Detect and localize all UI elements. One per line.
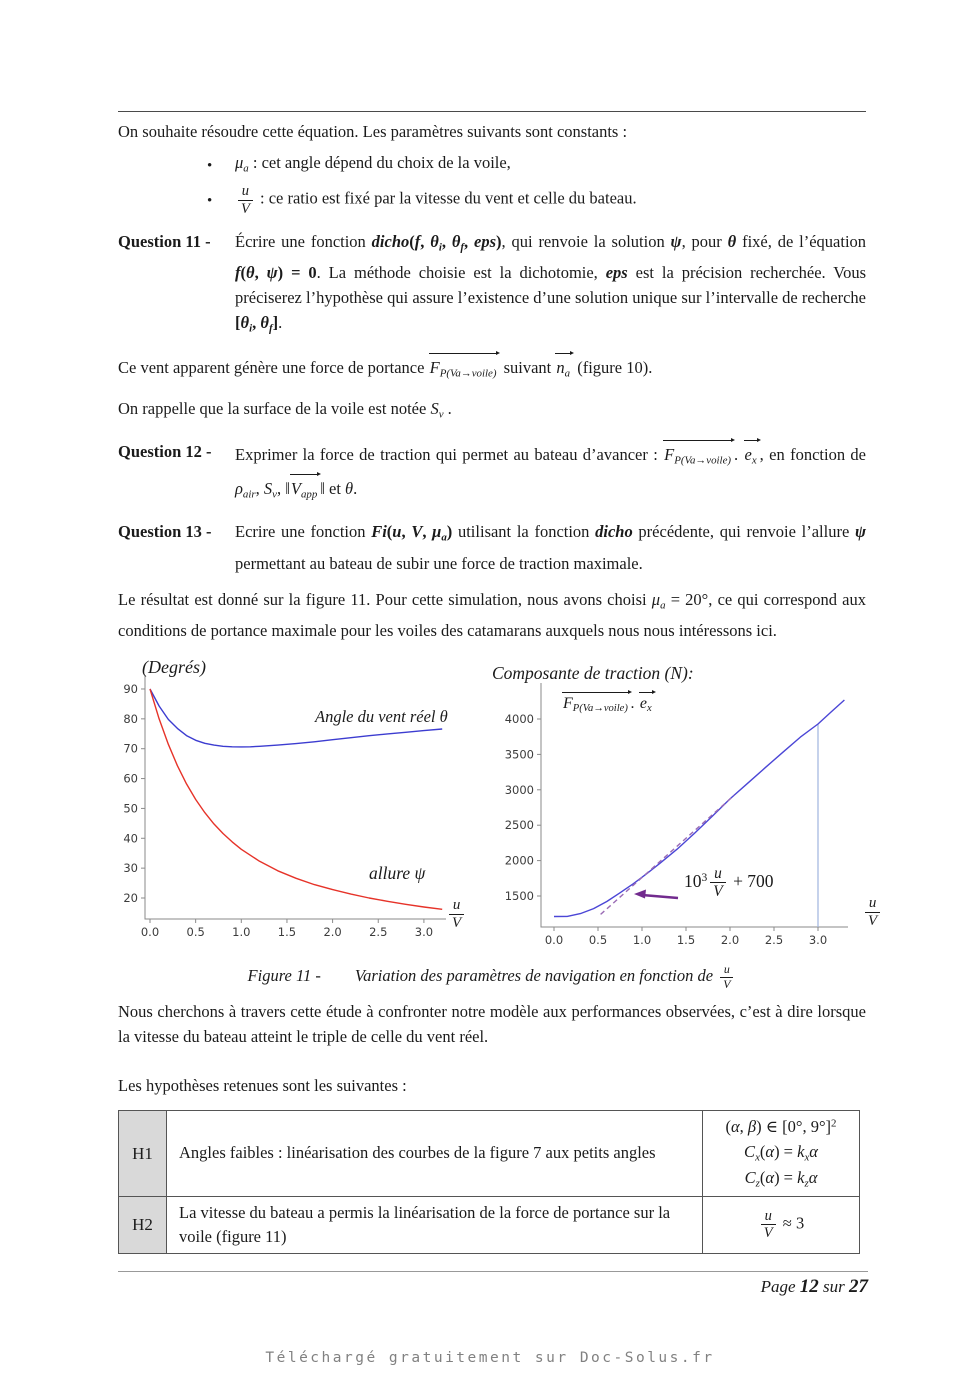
svg-text:0.0: 0.0 xyxy=(544,932,564,947)
figure-11 xyxy=(112,655,894,955)
curve-label-psi: allure ψ xyxy=(369,862,426,883)
svg-text:40: 40 xyxy=(123,831,138,846)
y-axis-label: $F_{P(Va\to voile)}$ . $e_x$ xyxy=(562,691,655,716)
force-paragraph: Ce vent apparent génère une force de portance $F_{P(Va\to voile)}$ suivant $n_a$ (figure 10). xyxy=(118,352,866,386)
hypothesis-description: La vitesse du bateau a permis la linéarisation de la force de portance sur la voile (figure 11) xyxy=(167,1196,703,1253)
question-12 xyxy=(118,439,866,508)
svg-text:1.0: 1.0 xyxy=(632,932,652,947)
x-axis-label xyxy=(862,895,883,929)
svg-text:70: 70 xyxy=(123,741,138,756)
intro-paragraph: On souhaite résoudre cette équation. Les paramètres suivants sont constants : xyxy=(118,122,628,141)
uv-fraction: $\frac{u}{V}$ xyxy=(865,895,880,929)
figure-caption-text: Variation des paramètres de navigation en fonction de xyxy=(354,965,714,985)
chart-traction-plot xyxy=(486,655,892,955)
bullet-icon xyxy=(207,187,235,214)
bullet-list xyxy=(207,150,866,217)
question-13 xyxy=(118,519,866,575)
list-item xyxy=(207,183,866,217)
table-row-h1 xyxy=(119,1110,860,1196)
hypothesis-description: Angles faibles : linéarisation des courbes de la figure 7 aux petits angles xyxy=(167,1110,703,1196)
math-line: $\frac{u}{V}$ ≈ 3 xyxy=(707,1208,855,1242)
math-line: $C_x(\alpha) = k_x\alpha$ xyxy=(744,1142,818,1164)
svg-text:2.5: 2.5 xyxy=(764,932,784,947)
question-11 xyxy=(118,229,866,342)
svg-text:2000: 2000 xyxy=(504,853,534,868)
svg-text:60: 60 xyxy=(123,771,138,786)
svg-text:0.5: 0.5 xyxy=(588,932,608,947)
footer-rule xyxy=(118,1271,868,1272)
hypotheses-table xyxy=(118,1110,860,1254)
svg-text:30: 30 xyxy=(123,861,138,876)
svg-text:50: 50 xyxy=(123,801,138,816)
chart-title: Composante de traction (N): xyxy=(492,662,694,683)
svg-text:2.0: 2.0 xyxy=(720,932,740,947)
question-label: Question 11 - xyxy=(118,231,211,251)
svg-text:4000: 4000 xyxy=(504,711,534,726)
svg-text:2500: 2500 xyxy=(504,818,534,833)
uv-fraction: $\frac{u}{V}$ xyxy=(720,963,733,991)
bullet-text: $\frac{u}{V}$ : ce ratio est fixé par la vitesse du vent et celle du bateau. xyxy=(235,183,637,217)
hypotheses-intro: Les hypothèses retenues sont les suivantes : xyxy=(118,1075,407,1095)
download-credit: Téléchargé gratuitement sur Doc-Solus.fr xyxy=(265,1350,715,1366)
svg-text:3.0: 3.0 xyxy=(808,932,828,947)
uv-fraction: $\frac{u}{V}$ xyxy=(449,897,464,931)
figure-caption-label: Figure 11 - xyxy=(247,965,321,985)
y-axis-label: (Degrés) xyxy=(142,656,206,677)
annotation-label: $10^3$ $\frac{u}{V}$ + 700 xyxy=(684,864,774,901)
hypothesis-id: H2 xyxy=(119,1196,167,1253)
chart-angles-plot xyxy=(112,655,480,955)
question-body: Ecrire une fonction Fi(u, V, $\mu_a$) utilisant la fonction dicho précédente, qui renvoie l’allure ψ permettant au bateau de subir une force de traction maximale. xyxy=(235,522,867,573)
chart-traction xyxy=(486,655,892,955)
hypothesis-math xyxy=(703,1110,860,1196)
svg-text:1.5: 1.5 xyxy=(676,932,696,947)
svg-text:2.5: 2.5 xyxy=(369,924,388,939)
result-paragraph: Le résultat est donné sur la figure 11. Pour cette simulation, nous avons choisi $\mu_a = 20^\circ$, ce qui correspond aux conditions de portance maximale pour les voiles des catamarans auxquels nous nous intéressons ici. xyxy=(118,589,866,640)
question-label: Question 12 - xyxy=(118,441,212,461)
table-row-h2 xyxy=(119,1196,860,1253)
chart-navigation-angles xyxy=(112,655,480,955)
svg-text:0.0: 0.0 xyxy=(140,924,160,939)
svg-text:3.0: 3.0 xyxy=(414,924,434,939)
page-content xyxy=(0,111,980,1254)
svg-text:20: 20 xyxy=(123,890,138,905)
svg-text:1.0: 1.0 xyxy=(232,924,251,939)
svg-text:1500: 1500 xyxy=(504,888,534,903)
header-rule xyxy=(118,111,866,112)
question-body: Écrire une fonction dicho(f, $\theta_i$, $\theta_f$, eps), qui renvoie la solution ψ, pour θ fixé, de l’équation f(θ, ψ) = 0. La méthode choisie est la dichotomie, eps est la précision recherchée. Vous préciserez l’hypothèse qui assure l’existence d’une solution unique sur l’intervalle de recherche [$\theta_i$, $\theta_f$]. xyxy=(235,231,867,335)
svg-text:0.5: 0.5 xyxy=(186,924,205,939)
confront-paragraph: Nous cherchons à travers cette étude à confronter notre modèle aux performances observées, c’est à dire lorsque la vitesse du bateau atteint le triple de celle du vent réel. xyxy=(118,1001,866,1046)
hypothesis-id: H1 xyxy=(119,1110,167,1196)
x-axis-label xyxy=(446,897,467,931)
curve-label-theta: Angle du vent réel θ xyxy=(315,706,448,726)
bullet-text: $\mu_a$ : cet angle dépend du choix de la voile, xyxy=(235,153,511,175)
svg-text:3000: 3000 xyxy=(504,782,534,797)
svg-text:3500: 3500 xyxy=(504,747,534,762)
svg-text:80: 80 xyxy=(123,711,138,726)
surface-paragraph: On rappelle que la surface de la voile est notée $S_v$ . xyxy=(118,398,452,420)
svg-text:2.0: 2.0 xyxy=(323,924,342,939)
question-label: Question 13 - xyxy=(118,522,212,542)
hypothesis-math xyxy=(703,1196,860,1253)
math-line: $C_z(\alpha) = k_z\alpha$ xyxy=(744,1167,818,1190)
figure-caption xyxy=(118,963,866,991)
math-line: (α, β) ∈ [0°, 9°]$^2$ xyxy=(725,1117,837,1137)
page-footer xyxy=(118,1271,868,1299)
page-number: Page 12 sur 27 xyxy=(760,1276,868,1297)
bullet-icon xyxy=(207,152,235,179)
svg-text:1.5: 1.5 xyxy=(277,924,297,939)
list-item xyxy=(207,150,866,181)
svg-text:90: 90 xyxy=(123,681,138,696)
question-body: Exprimer la force de traction qui permet au bateau d’avancer : $F_{P(Va\to voile)}$ . $e_x$ , en fonction de $\rho_{air}$, $S_v$, $‖V_{app}$ ‖ et θ. xyxy=(235,445,866,498)
